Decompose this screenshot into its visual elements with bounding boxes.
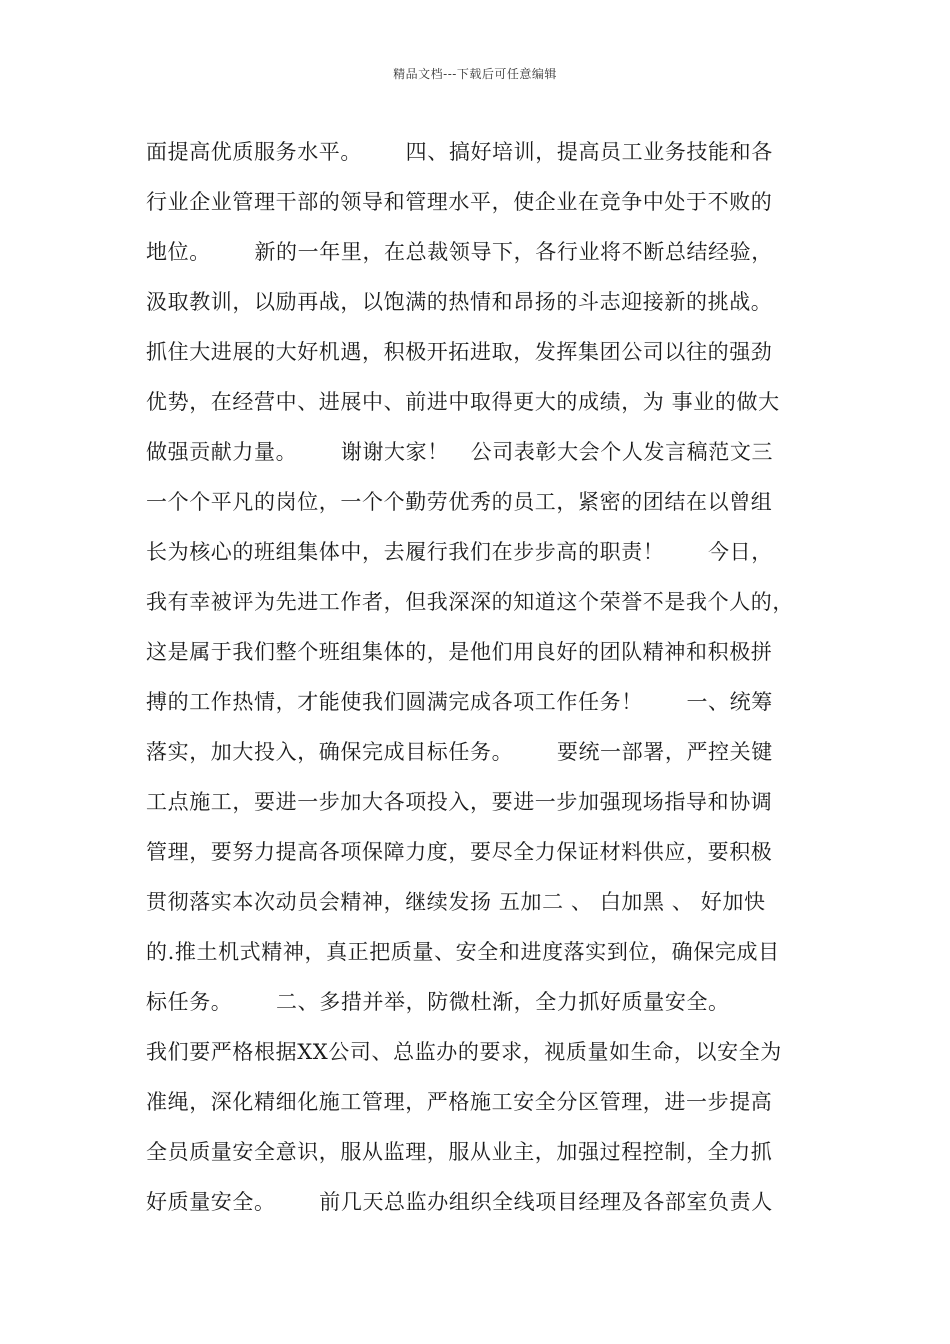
text-line: 的.推土机式精神，真正把质量、安全和进度落实到位，确保完成目 [146, 940, 780, 964]
text-line: 落实，加大投入，确保完成目标任务。 要统一部署，严控关键 [146, 740, 773, 764]
page-header: 精品文档---下载后可任意编辑 [393, 67, 557, 81]
text-line: 贯彻落实本次动员会精神，继续发扬 五加二 、 白加黑 、 好加快 [146, 890, 766, 914]
text-line: 面提高优质服务水平。 四、搞好培训，提高员工业务技能和各 [146, 140, 773, 164]
text-line: 长为核心的班组集体中，去履行我们在步步高的职责！ 今日， [146, 540, 773, 564]
body-text [146, 127, 826, 1227]
text-line: 抓住大进展的大好机遇，积极开拓进取，发挥集团公司以往的强劲 [146, 340, 773, 364]
text-line: 优势，在经营中、进展中、前进中取得更大的成绩，为 事业的做大 [146, 390, 780, 414]
text-line: 工点施工，要进一步加大各项投入，要进一步加强现场指导和协调 [146, 790, 773, 814]
text-line: 搏的工作热情，才能使我们圆满完成各项工作任务！ 一、统筹 [146, 690, 773, 714]
text-line: 行业企业管理干部的领导和管理水平，使企业在竞争中处于不败的 [146, 190, 773, 214]
text-line: 汲取教训，以励再战，以饱满的热情和昂扬的斗志迎接新的挑战。 [146, 290, 773, 314]
text-line: 做强贡献力量。 谢谢大家！ 公司表彰大会个人发言稿范文三 [146, 440, 774, 464]
text-line: 我有幸被评为先进工作者，但我深深的知道这个荣誉不是我个人的， [146, 590, 794, 614]
text-line: 好质量安全。 前几天总监办组织全线项目经理及各部室负责人 [146, 1190, 773, 1214]
text-line: 地位。 新的一年里，在总裁领导下，各行业将不断总结经验， [146, 240, 773, 264]
text-line: 一个个平凡的岗位，一个个勤劳优秀的员工，紧密的团结在以曾组 [146, 490, 773, 514]
text-line: 全员质量安全意识，服从监理，服从业主，加强过程控制，全力抓 [146, 1140, 773, 1164]
text-line: 这是属于我们整个班组集体的，是他们用良好的团队精神和积极拼 [146, 640, 773, 664]
text-line: 我们要严格根据XX公司、总监办的要求，视质量如生命，以安全为 [146, 1040, 782, 1064]
text-line: 准绳，深化精细化施工管理，严格施工安全分区管理，进一步提高 [146, 1090, 773, 1114]
text-line: 标任务。 二、多措并举，防微杜渐，全力抓好质量安全。 [146, 990, 730, 1014]
text-line: 管理，要努力提高各项保障力度，要尽全力保证材料供应，要积极 [146, 840, 773, 864]
